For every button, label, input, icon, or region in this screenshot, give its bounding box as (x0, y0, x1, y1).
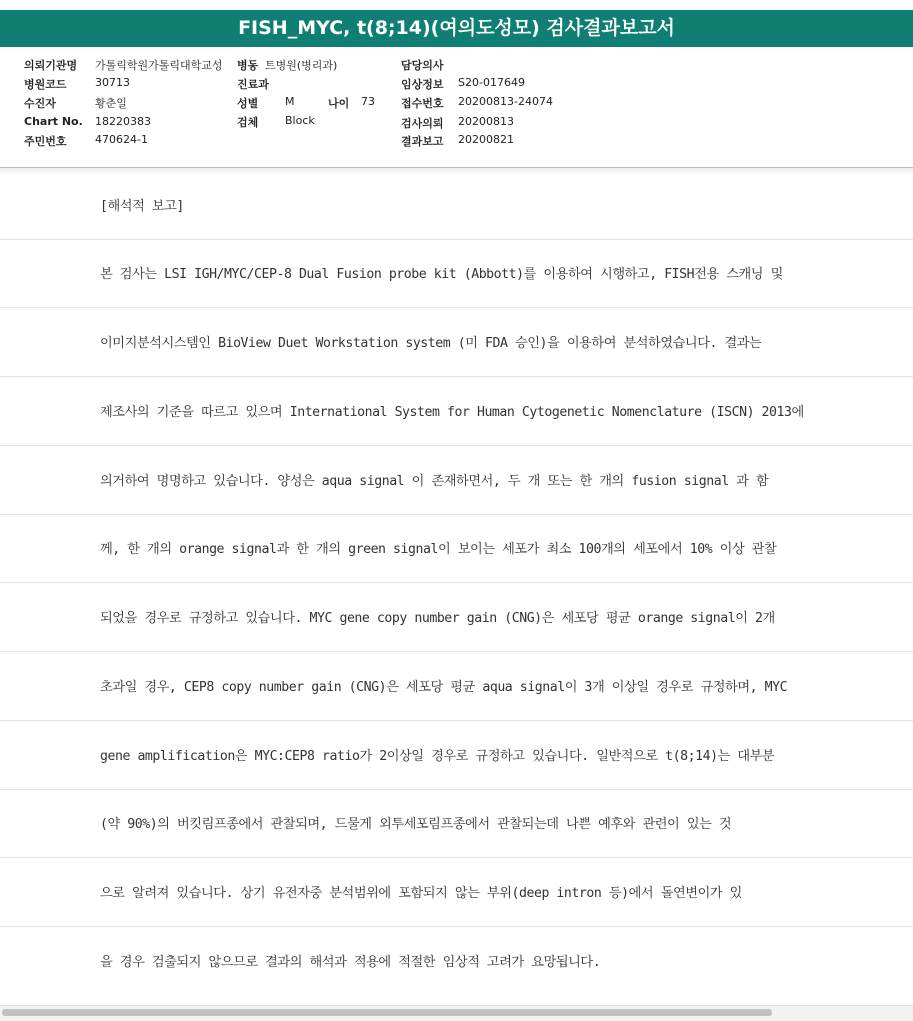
age-value: 73 (361, 95, 375, 108)
dept-label: 진료과 (237, 78, 269, 91)
test-request-value: 20200813 (458, 115, 514, 128)
age-label: 나이 (328, 97, 350, 110)
patient-value: 황춘일 (95, 97, 127, 110)
chart-value: 18220383 (95, 115, 151, 128)
report-heading: [해석적 보고] (100, 199, 184, 214)
sex-value: M (285, 95, 295, 108)
requester-value: 가톨릭학원가톨릭대학교성 (95, 59, 223, 72)
hospital-code-label: 병원코드 (24, 78, 67, 91)
ward-label: 병동 (237, 59, 259, 72)
ward-value: 트병원(병리과) (265, 59, 338, 72)
report-line: (약 90%)의 버킷림프종에서 관찰되며, 드물게 외투세포림프종에서 관찰되는데 나쁜 예후와 관련이 있는 것 (100, 817, 732, 832)
report-row (0, 859, 913, 927)
report-line: 되었을 경우로 규정하고 있습니다. MYC gene copy number gain (CNG)은 세포당 평균 orange signal이 2개 (100, 611, 775, 626)
report-row (0, 790, 913, 858)
report-row (0, 172, 913, 240)
report-line: 본 검사는 LSI IGH/MYC/CEP-8 Dual Fusion probe kit (Abbott)를 이용하여 시행하고, FISH전용 스캐닝 및 (100, 267, 783, 282)
scrollbar-thumb[interactable] (2, 1009, 772, 1016)
report-line: 으로 알려져 있습니다. 상기 유전자중 분석범위에 포함되지 않는 부위(deep intron 등)에서 돌연변이가 있 (100, 886, 742, 901)
report-line: 을 경우 검출되지 않으므로 결과의 해석과 적용에 적절한 임상적 고려가 요망됩니다. (100, 955, 601, 970)
report-row (0, 240, 913, 308)
receipt-label: 접수번호 (401, 97, 444, 110)
specimen-label: 검체 (237, 116, 259, 129)
report-row (0, 447, 913, 515)
patient-label: 수진자 (24, 97, 56, 110)
receipt-value: 20200813-24074 (458, 95, 553, 108)
chart-label: Chart No. (24, 115, 83, 128)
report-line: gene amplification은 MYC:CEP8 ratio가 2이상일 경우로 규정하고 있습니다. 일반적으로 t(8;14)는 대부분 (100, 749, 775, 764)
patient-info-panel (0, 55, 913, 165)
report-line: 께, 한 개의 orange signal과 한 개의 green signal이 보이는 세포가 최소 100개의 세포에서 10% 이상 관찰 (100, 542, 777, 557)
report-row (0, 309, 913, 377)
report-row (0, 928, 913, 996)
clinical-info-label: 임상정보 (401, 78, 444, 91)
requester-label: 의뢰기관명 (24, 59, 78, 72)
result-report-value: 20200821 (458, 133, 514, 146)
report-line: 제조사의 기준을 따르고 있으며 International System for Human Cytogenetic Nomenclature (ISCN) 2013에 (100, 405, 804, 420)
report-row (0, 653, 913, 721)
sex-label: 성별 (237, 97, 259, 110)
hospital-code-value: 30713 (95, 76, 130, 89)
report-line: 의거하여 명명하고 있습니다. 양성은 aqua signal 이 존재하면서, 두 개 또는 한 개의 fusion signal 과 함 (100, 474, 769, 489)
doctor-label: 담당의사 (401, 59, 444, 72)
report-title: FISH_MYC, t(8;14)(여의도성모) 검사결과보고서 (238, 17, 675, 39)
report-line: 초과일 경우, CEP8 copy number gain (CNG)은 세포당 평균 aqua signal이 3개 이상일 경우로 규정하며, MYC (100, 680, 788, 695)
horizontal-scrollbar[interactable] (0, 1005, 913, 1021)
resident-value: 470624-1 (95, 133, 148, 146)
report-row (0, 378, 913, 446)
test-request-label: 검사의뢰 (401, 117, 444, 130)
report-title-bar (0, 10, 913, 47)
specimen-value: Block (285, 114, 315, 127)
report-row (0, 515, 913, 583)
clinical-info-value: S20-017649 (458, 76, 525, 89)
resident-label: 주민번호 (24, 135, 67, 148)
report-row (0, 722, 913, 790)
report-row (0, 584, 913, 652)
report-line: 이미지분석시스템인 BioView Duet Workstation system (미 FDA 승인)을 이용하여 분석하였습니다. 결과는 (100, 336, 762, 351)
result-report-label: 결과보고 (401, 135, 444, 148)
